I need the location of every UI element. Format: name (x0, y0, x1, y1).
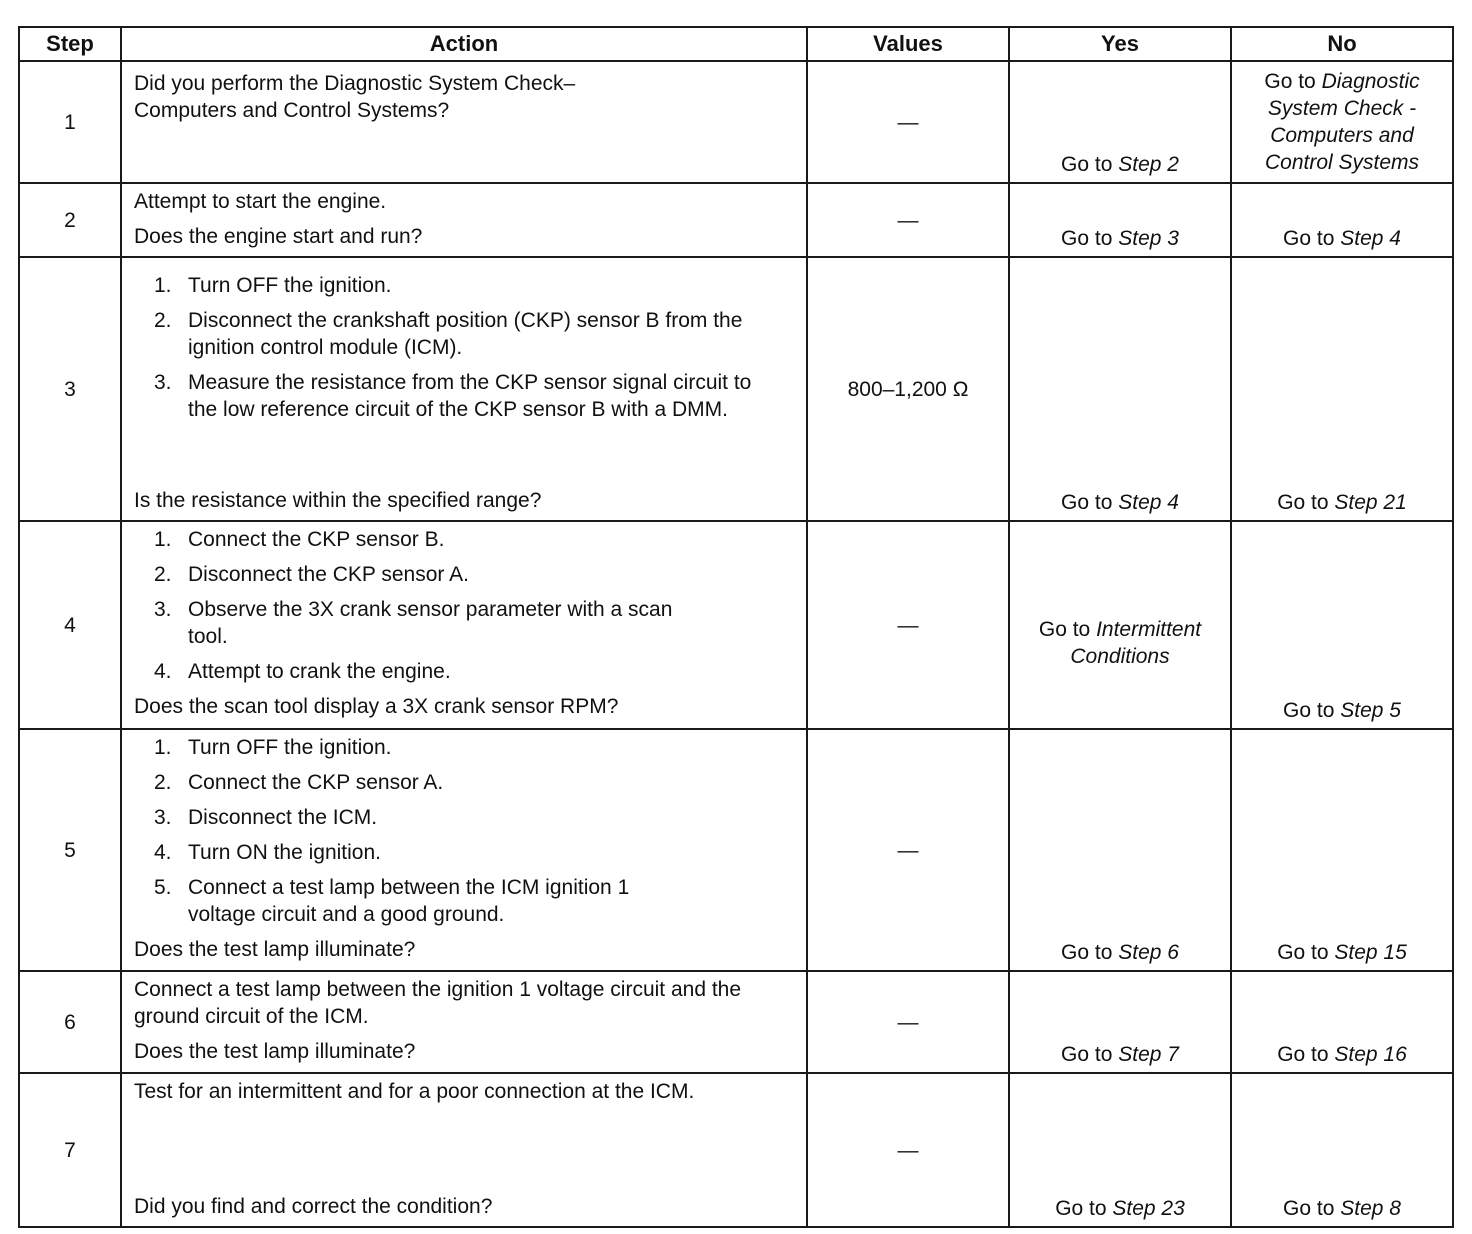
values-cell: — (807, 1073, 1009, 1227)
diagnostic-table (18, 26, 1454, 1228)
no-cell (1231, 1073, 1453, 1227)
action-cell (121, 257, 807, 521)
no-goto-lead: Go to (1283, 699, 1341, 722)
action-cell (121, 521, 807, 729)
header-action: Action (121, 27, 807, 61)
values-cell: — (807, 183, 1009, 257)
yes-cell (1009, 729, 1231, 971)
values-cell: — (807, 729, 1009, 971)
yes-goto-target[interactable]: Step 3 (1118, 227, 1179, 250)
list-item: 2. Connect the CKP sensor A. (154, 771, 444, 794)
list-item: 4. Attempt to crank the engine. (154, 660, 451, 683)
yes-goto-lead: Go to (1061, 941, 1119, 964)
action-cell (121, 729, 807, 971)
yes-cell (1009, 1073, 1231, 1227)
header-row (19, 27, 1453, 61)
values-cell: — (807, 521, 1009, 729)
no-cell (1231, 729, 1453, 971)
yes-cell (1009, 183, 1231, 257)
action-steps (154, 272, 796, 431)
yes-goto-lead: Go to (1061, 153, 1119, 176)
list-item: 3. Disconnect the ICM. (154, 806, 378, 829)
values-cell: — (807, 971, 1009, 1073)
no-goto-target[interactable]: Step 5 (1340, 699, 1401, 722)
step-number: 7 (19, 1073, 121, 1227)
list-item: 2. Disconnect the crankshaft position (CKP) sensor B from the ignition control module (ICM). (154, 309, 743, 359)
header-yes: Yes (1009, 27, 1231, 61)
action-steps (154, 526, 796, 693)
step-number: 4 (19, 521, 121, 729)
action-text: Did you perform the Diagnostic System Check–Computers and Control Systems? (134, 72, 576, 122)
header-no: No (1231, 27, 1453, 61)
action-question: Does the engine start and run? (134, 225, 423, 248)
action-cell (121, 971, 807, 1073)
list-item: 2. Disconnect the CKP sensor A. (154, 563, 469, 586)
list-item: 1. Turn OFF the ignition. (154, 736, 392, 759)
yes-goto-target[interactable]: Step 6 (1118, 941, 1179, 964)
no-goto-target[interactable]: Step 15 (1334, 941, 1407, 964)
no-goto-target[interactable]: Step 4 (1340, 227, 1401, 250)
yes-goto-lead: Go to (1038, 618, 1097, 641)
no-goto-lead: Go to (1283, 227, 1341, 250)
no-goto-lead: Go to (1264, 70, 1322, 93)
yes-cell (1009, 61, 1231, 183)
no-cell (1231, 521, 1453, 729)
no-goto-lead: Go to (1277, 491, 1335, 514)
step-number: 3 (19, 257, 121, 521)
action-text: Test for an intermittent and for a poor connection at the ICM. (134, 1080, 695, 1103)
yes-goto-target[interactable]: Intermittent Conditions (1070, 618, 1202, 668)
yes-goto-target[interactable]: Step 4 (1118, 491, 1179, 514)
no-cell (1231, 61, 1453, 183)
no-goto-target[interactable]: Step 8 (1340, 1197, 1401, 1220)
action-question: Does the test lamp illuminate? (134, 938, 416, 961)
list-item: 3. Measure the resistance from the CKP sensor signal circuit to the low reference circuit of the CKP sensor B with a DMM. (154, 371, 752, 421)
action-cell (121, 183, 807, 257)
action-cell (121, 1073, 807, 1227)
step-number: 2 (19, 183, 121, 257)
no-goto-lead: Go to (1277, 941, 1335, 964)
action-text: Connect a test lamp between the ignition 1 voltage circuit and the ground circuit of the ICM. (134, 978, 742, 1028)
yes-cell (1009, 521, 1231, 729)
yes-goto-target[interactable]: Step 23 (1112, 1197, 1185, 1220)
action-question: Did you find and correct the condition? (134, 1195, 493, 1218)
yes-goto-target[interactable]: Step 2 (1118, 153, 1179, 176)
yes-cell (1009, 257, 1231, 521)
action-text: Attempt to start the engine. (134, 190, 387, 213)
action-cell (121, 61, 807, 183)
action-steps (154, 734, 796, 936)
table-row (19, 1073, 1453, 1227)
no-goto-target[interactable]: Step 16 (1334, 1043, 1407, 1066)
table-row (19, 729, 1453, 971)
list-item: 1. Connect the CKP sensor B. (154, 528, 445, 551)
no-cell (1231, 971, 1453, 1073)
no-cell (1231, 183, 1453, 257)
yes-goto-target[interactable]: Step 7 (1118, 1043, 1179, 1066)
header-step: Step (19, 27, 121, 61)
table-row (19, 183, 1453, 257)
no-goto-lead: Go to (1277, 1043, 1335, 1066)
action-question: Does the test lamp illuminate? (134, 1040, 416, 1063)
step-number: 1 (19, 61, 121, 183)
table-row (19, 257, 1453, 521)
no-goto-target[interactable]: Step 21 (1334, 491, 1407, 514)
yes-cell (1009, 971, 1231, 1073)
step-number: 5 (19, 729, 121, 971)
yes-goto-lead: Go to (1061, 1043, 1119, 1066)
no-goto-target[interactable]: Diagnostic System Check - Computers and Control Systems (1264, 70, 1420, 174)
yes-goto-lead: Go to (1061, 491, 1119, 514)
no-goto-lead: Go to (1283, 1197, 1341, 1220)
values-cell: 800–1,200 Ω (807, 257, 1009, 521)
table-row (19, 971, 1453, 1073)
yes-goto-lead: Go to (1061, 227, 1119, 250)
header-values: Values (807, 27, 1009, 61)
step-number: 6 (19, 971, 121, 1073)
yes-goto-lead: Go to (1055, 1197, 1113, 1220)
list-item: 3. Observe the 3X crank sensor parameter with a scan tool. (154, 598, 673, 648)
list-item: 1. Turn OFF the ignition. (154, 274, 392, 297)
table-row (19, 521, 1453, 729)
no-cell (1231, 257, 1453, 521)
action-question: Does the scan tool display a 3X crank sensor RPM? (134, 695, 619, 718)
table-row (19, 61, 1453, 183)
list-item: 4. Turn ON the ignition. (154, 841, 381, 864)
values-cell: — (807, 61, 1009, 183)
list-item: 5. Connect a test lamp between the ICM ignition 1 voltage circuit and a good ground. (154, 876, 630, 926)
action-question: Is the resistance within the specified range? (134, 489, 542, 512)
